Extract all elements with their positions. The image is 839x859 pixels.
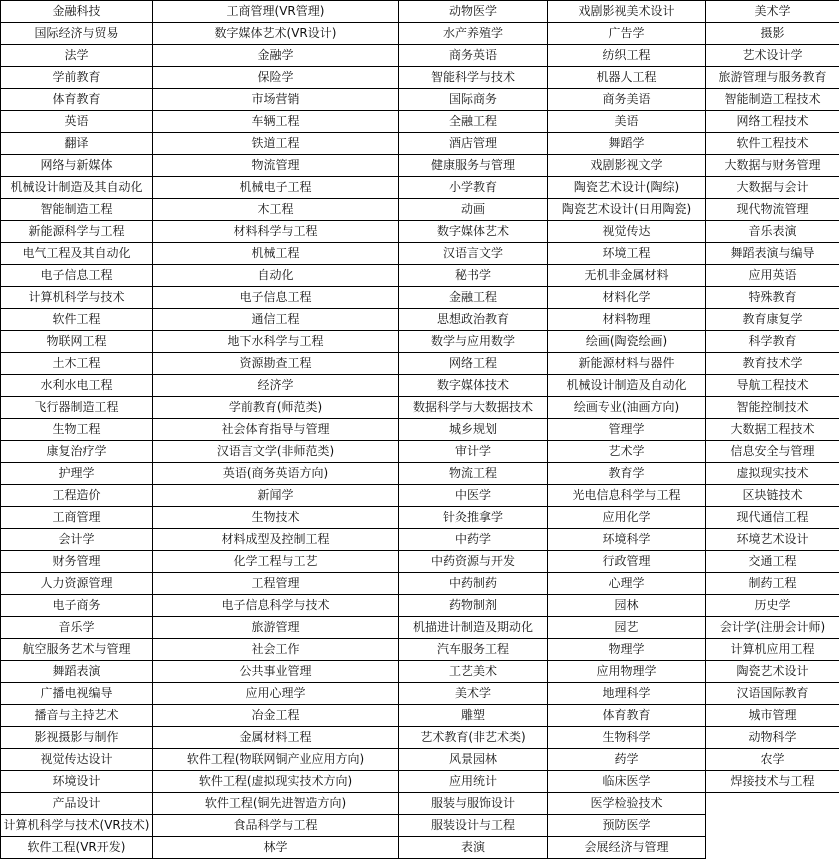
table-row	[1, 529, 839, 551]
table-cell: 舞蹈表演与编导	[706, 243, 839, 265]
table-cell: 医学检验技术	[548, 793, 706, 815]
table-row	[1, 771, 839, 793]
table-cell: 陶瓷艺术设计	[706, 661, 839, 683]
table-cell: 护理学	[1, 463, 153, 485]
table-cell: 金融工程	[399, 287, 548, 309]
table-cell: 教育学	[548, 463, 706, 485]
table-cell: 影视摄影与制作	[1, 727, 153, 749]
table-row	[1, 221, 839, 243]
table-cell: 新能源科学与工程	[1, 221, 153, 243]
table-cell: 环境工程	[548, 243, 706, 265]
table-row	[1, 661, 839, 683]
table-cell: 飞行器制造工程	[1, 397, 153, 419]
table-cell: 药物制剂	[399, 595, 548, 617]
table-cell: 机械设计制造及其自动化	[1, 177, 153, 199]
table-cell: 汉语国际教育	[706, 683, 839, 705]
table-cell: 保险学	[153, 67, 399, 89]
table-cell: 软件工程(虚拟现实技术方向)	[153, 771, 399, 793]
table-cell: 工程管理	[153, 573, 399, 595]
table-cell: 冶金工程	[153, 705, 399, 727]
table-cell: 环境设计	[1, 771, 153, 793]
table-row	[1, 507, 839, 529]
table-cell: 体育教育	[1, 89, 153, 111]
table-cell: 商务英语	[399, 45, 548, 67]
table-row	[1, 133, 839, 155]
table-cell: 机械工程	[153, 243, 399, 265]
table-cell: 智能制造工程	[1, 199, 153, 221]
table-cell: 数字媒体艺术	[399, 221, 548, 243]
table-cell: 车辆工程	[153, 111, 399, 133]
table-cell: 陶瓷艺术设计(日用陶瓷)	[548, 199, 706, 221]
table-cell: 舞蹈表演	[1, 661, 153, 683]
table-cell: 行政管理	[548, 551, 706, 573]
table-cell: 公共事业管理	[153, 661, 399, 683]
table-cell: 应用物理学	[548, 661, 706, 683]
table-cell: 电子信息工程	[1, 265, 153, 287]
table-cell: 旅游管理与服务教育	[706, 67, 839, 89]
table-cell: 全融工程	[399, 111, 548, 133]
table-cell: 计算机应用工程	[706, 639, 839, 661]
table-cell: 汉语言文学	[399, 243, 548, 265]
table-cell: 金属材料工程	[153, 727, 399, 749]
table-cell: 体育教育	[548, 705, 706, 727]
table-cell: 播音与主持艺术	[1, 705, 153, 727]
table-cell: 网络工程	[399, 353, 548, 375]
table-cell: 动物科学	[706, 727, 839, 749]
table-cell: 化学工程与工艺	[153, 551, 399, 573]
majors-table-body	[1, 1, 839, 859]
table-cell: 法学	[1, 45, 153, 67]
table-cell: 城乡规划	[399, 419, 548, 441]
table-cell: 艺术教育(非艺术类)	[399, 727, 548, 749]
table-cell: 音乐学	[1, 617, 153, 639]
table-cell: 美术学	[399, 683, 548, 705]
table-cell: 汉语言文学(非师范类)	[153, 441, 399, 463]
table-cell: 智能制造工程技术	[706, 89, 839, 111]
table-cell: 数字媒体技术	[399, 375, 548, 397]
table-cell: 英语	[1, 111, 153, 133]
table-cell: 广播电视编导	[1, 683, 153, 705]
table-row	[1, 397, 839, 419]
table-cell: 戏剧影视美术设计	[548, 1, 706, 23]
table-cell: 市场营销	[153, 89, 399, 111]
table-row	[1, 441, 839, 463]
table-cell: 食品科学与工程	[153, 815, 399, 837]
table-cell: 学前教育(师范类)	[153, 397, 399, 419]
table-cell: 智能控制技术	[706, 397, 839, 419]
table-cell: 水产养殖学	[399, 23, 548, 45]
table-cell: 酒店管理	[399, 133, 548, 155]
table-cell: 心理学	[548, 573, 706, 595]
table-cell: 艺术学	[548, 441, 706, 463]
table-cell: 特殊教育	[706, 287, 839, 309]
table-cell: 电子商务	[1, 595, 153, 617]
table-cell: 软件工程(物联网铜产业应用方向)	[153, 749, 399, 771]
table-cell: 生物工程	[1, 419, 153, 441]
table-cell: 材料化学	[548, 287, 706, 309]
table-cell: 物流管理	[153, 155, 399, 177]
table-cell: 大数据与会计	[706, 177, 839, 199]
table-cell: 环境科学	[548, 529, 706, 551]
table-cell: 土木工程	[1, 353, 153, 375]
table-cell: 数字媒体艺术(VR设计)	[153, 23, 399, 45]
table-cell: 科学教育	[706, 331, 839, 353]
table-cell: 动画	[399, 199, 548, 221]
table-cell: 小学教育	[399, 177, 548, 199]
table-cell: 园林	[548, 595, 706, 617]
table-cell: 现代物流管理	[706, 199, 839, 221]
table-cell: 音乐表演	[706, 221, 839, 243]
table-cell: 网络与新媒体	[1, 155, 153, 177]
table-cell: 材料成型及控制工程	[153, 529, 399, 551]
table-row	[1, 89, 839, 111]
table-cell: 软件工程	[1, 309, 153, 331]
table-cell: 物理学	[548, 639, 706, 661]
table-cell: 物流工程	[399, 463, 548, 485]
table-cell: 新能源材料与器件	[548, 353, 706, 375]
table-cell: 焊接技术与工程	[706, 771, 839, 793]
table-cell: 国际经济与贸易	[1, 23, 153, 45]
table-cell: 会计学	[1, 529, 153, 551]
table-row	[1, 287, 839, 309]
table-cell: 工程造价	[1, 485, 153, 507]
table-cell: 计算机科学与技术(VR技术)	[1, 815, 153, 837]
table-cell: 现代通信工程	[706, 507, 839, 529]
table-cell: 木工程	[153, 199, 399, 221]
table-cell: 软件工程(铜先进智造方向)	[153, 793, 399, 815]
table-row	[1, 705, 839, 727]
table-cell: 计算机科学与技术	[1, 287, 153, 309]
table-row	[1, 1, 839, 23]
table-cell: 翻译	[1, 133, 153, 155]
table-cell	[706, 793, 839, 815]
table-cell: 康复治疗学	[1, 441, 153, 463]
table-row	[1, 419, 839, 441]
table-cell: 数据科学与大数据技术	[399, 397, 548, 419]
table-cell: 通信工程	[153, 309, 399, 331]
table-cell: 绘画(陶瓷绘画)	[548, 331, 706, 353]
table-row	[1, 573, 839, 595]
table-cell: 中医学	[399, 485, 548, 507]
table-row	[1, 111, 839, 133]
table-cell: 药学	[548, 749, 706, 771]
table-row	[1, 749, 839, 771]
table-cell: 数学与应用数学	[399, 331, 548, 353]
table-cell: 应用英语	[706, 265, 839, 287]
table-cell: 陶瓷艺术设计(陶综)	[548, 177, 706, 199]
table-cell: 导航工程技术	[706, 375, 839, 397]
table-cell: 中药资源与开发	[399, 551, 548, 573]
table-row	[1, 67, 839, 89]
table-cell: 财务管理	[1, 551, 153, 573]
table-cell: 机械电子工程	[153, 177, 399, 199]
table-row	[1, 353, 839, 375]
table-cell: 地下水科学与工程	[153, 331, 399, 353]
table-cell: 应用心理学	[153, 683, 399, 705]
table-row	[1, 815, 839, 837]
table-cell: 林学	[153, 837, 399, 859]
table-cell: 电子信息工程	[153, 287, 399, 309]
table-cell: 生物技术	[153, 507, 399, 529]
table-cell: 机描进计制造及期动化	[399, 617, 548, 639]
table-cell: 网络工程技术	[706, 111, 839, 133]
table-row	[1, 23, 839, 45]
table-cell: 经济学	[153, 375, 399, 397]
table-cell: 城市管理	[706, 705, 839, 727]
table-row	[1, 331, 839, 353]
table-cell: 交通工程	[706, 551, 839, 573]
table-cell: 广告学	[548, 23, 706, 45]
table-cell: 中药制药	[399, 573, 548, 595]
table-cell: 金融学	[153, 45, 399, 67]
table-cell	[706, 837, 839, 859]
table-cell: 预防医学	[548, 815, 706, 837]
table-cell: 工商管理	[1, 507, 153, 529]
table-cell: 产品设计	[1, 793, 153, 815]
table-cell: 机械设计制造及自动化	[548, 375, 706, 397]
table-cell: 服装设计与工程	[399, 815, 548, 837]
table-row	[1, 243, 839, 265]
table-cell: 纺织工程	[548, 45, 706, 67]
table-cell: 虚拟现实技术	[706, 463, 839, 485]
table-cell: 表演	[399, 837, 548, 859]
table-cell: 管理学	[548, 419, 706, 441]
table-cell: 铁道工程	[153, 133, 399, 155]
table-row	[1, 463, 839, 485]
table-cell: 汽车服务工程	[399, 639, 548, 661]
table-cell: 智能科学与技术	[399, 67, 548, 89]
table-cell: 环境艺术设计	[706, 529, 839, 551]
table-cell: 区块链技术	[706, 485, 839, 507]
table-cell: 大数据与财务管理	[706, 155, 839, 177]
table-cell: 针灸推拿学	[399, 507, 548, 529]
table-row	[1, 309, 839, 331]
table-cell: 材料科学与工程	[153, 221, 399, 243]
table-cell: 教育技术学	[706, 353, 839, 375]
table-cell: 艺术设计学	[706, 45, 839, 67]
table-row	[1, 793, 839, 815]
table-cell: 思想政治教育	[399, 309, 548, 331]
table-cell: 历史学	[706, 595, 839, 617]
table-cell: 临床医学	[548, 771, 706, 793]
table-cell: 戏剧影视文学	[548, 155, 706, 177]
table-row	[1, 683, 839, 705]
table-row	[1, 639, 839, 661]
table-cell: 无机非金属材料	[548, 265, 706, 287]
table-cell: 地理科学	[548, 683, 706, 705]
table-cell: 软件工程(VR开发)	[1, 837, 153, 859]
table-row	[1, 485, 839, 507]
table-row	[1, 45, 839, 67]
table-row	[1, 595, 839, 617]
table-cell: 电气工程及其自动化	[1, 243, 153, 265]
table-row	[1, 265, 839, 287]
table-cell: 生物科学	[548, 727, 706, 749]
table-cell: 视觉传达	[548, 221, 706, 243]
table-cell	[706, 815, 839, 837]
table-cell: 服装与服饰设计	[399, 793, 548, 815]
table-row	[1, 177, 839, 199]
table-row	[1, 155, 839, 177]
table-cell: 工艺美术	[399, 661, 548, 683]
table-cell: 雕塑	[399, 705, 548, 727]
table-cell: 会展经济与管理	[548, 837, 706, 859]
table-row	[1, 727, 839, 749]
table-cell: 会计学(注册会计师)	[706, 617, 839, 639]
table-cell: 商务美语	[548, 89, 706, 111]
table-cell: 电子信息科学与技术	[153, 595, 399, 617]
table-cell: 国际商务	[399, 89, 548, 111]
table-cell: 教育康复学	[706, 309, 839, 331]
table-cell: 机器人工程	[548, 67, 706, 89]
table-cell: 农学	[706, 749, 839, 771]
table-cell: 制药工程	[706, 573, 839, 595]
table-cell: 秘书学	[399, 265, 548, 287]
table-cell: 应用统计	[399, 771, 548, 793]
table-cell: 资源勘查工程	[153, 353, 399, 375]
table-cell: 旅游管理	[153, 617, 399, 639]
table-cell: 人力资源管理	[1, 573, 153, 595]
table-cell: 审计学	[399, 441, 548, 463]
table-cell: 中药学	[399, 529, 548, 551]
table-cell: 社会工作	[153, 639, 399, 661]
table-row	[1, 375, 839, 397]
table-cell: 物联网工程	[1, 331, 153, 353]
table-cell: 自动化	[153, 265, 399, 287]
table-cell: 学前教育	[1, 67, 153, 89]
table-row	[1, 837, 839, 859]
table-cell: 风景园林	[399, 749, 548, 771]
table-cell: 英语(商务英语方向)	[153, 463, 399, 485]
table-cell: 动物医学	[399, 1, 548, 23]
table-cell: 金融科技	[1, 1, 153, 23]
table-cell: 信息安全与管理	[706, 441, 839, 463]
table-cell: 美术学	[706, 1, 839, 23]
table-row	[1, 617, 839, 639]
table-cell: 工商管理(VR管理)	[153, 1, 399, 23]
table-cell: 应用化学	[548, 507, 706, 529]
table-cell: 美语	[548, 111, 706, 133]
table-cell: 社会体育指导与管理	[153, 419, 399, 441]
table-cell: 光电信息科学与工程	[548, 485, 706, 507]
table-cell: 摄影	[706, 23, 839, 45]
table-cell: 绘画专业(油画方向)	[548, 397, 706, 419]
table-cell: 舞蹈学	[548, 133, 706, 155]
table-cell: 视觉传达设计	[1, 749, 153, 771]
table-cell: 航空服务艺术与管理	[1, 639, 153, 661]
table-cell: 新闻学	[153, 485, 399, 507]
table-cell: 园艺	[548, 617, 706, 639]
table-cell: 水利水电工程	[1, 375, 153, 397]
table-cell: 健康服务与管理	[399, 155, 548, 177]
table-cell: 大数据工程技术	[706, 419, 839, 441]
table-cell: 材料物理	[548, 309, 706, 331]
table-row	[1, 199, 839, 221]
table-row	[1, 551, 839, 573]
table-cell: 软件工程技术	[706, 133, 839, 155]
